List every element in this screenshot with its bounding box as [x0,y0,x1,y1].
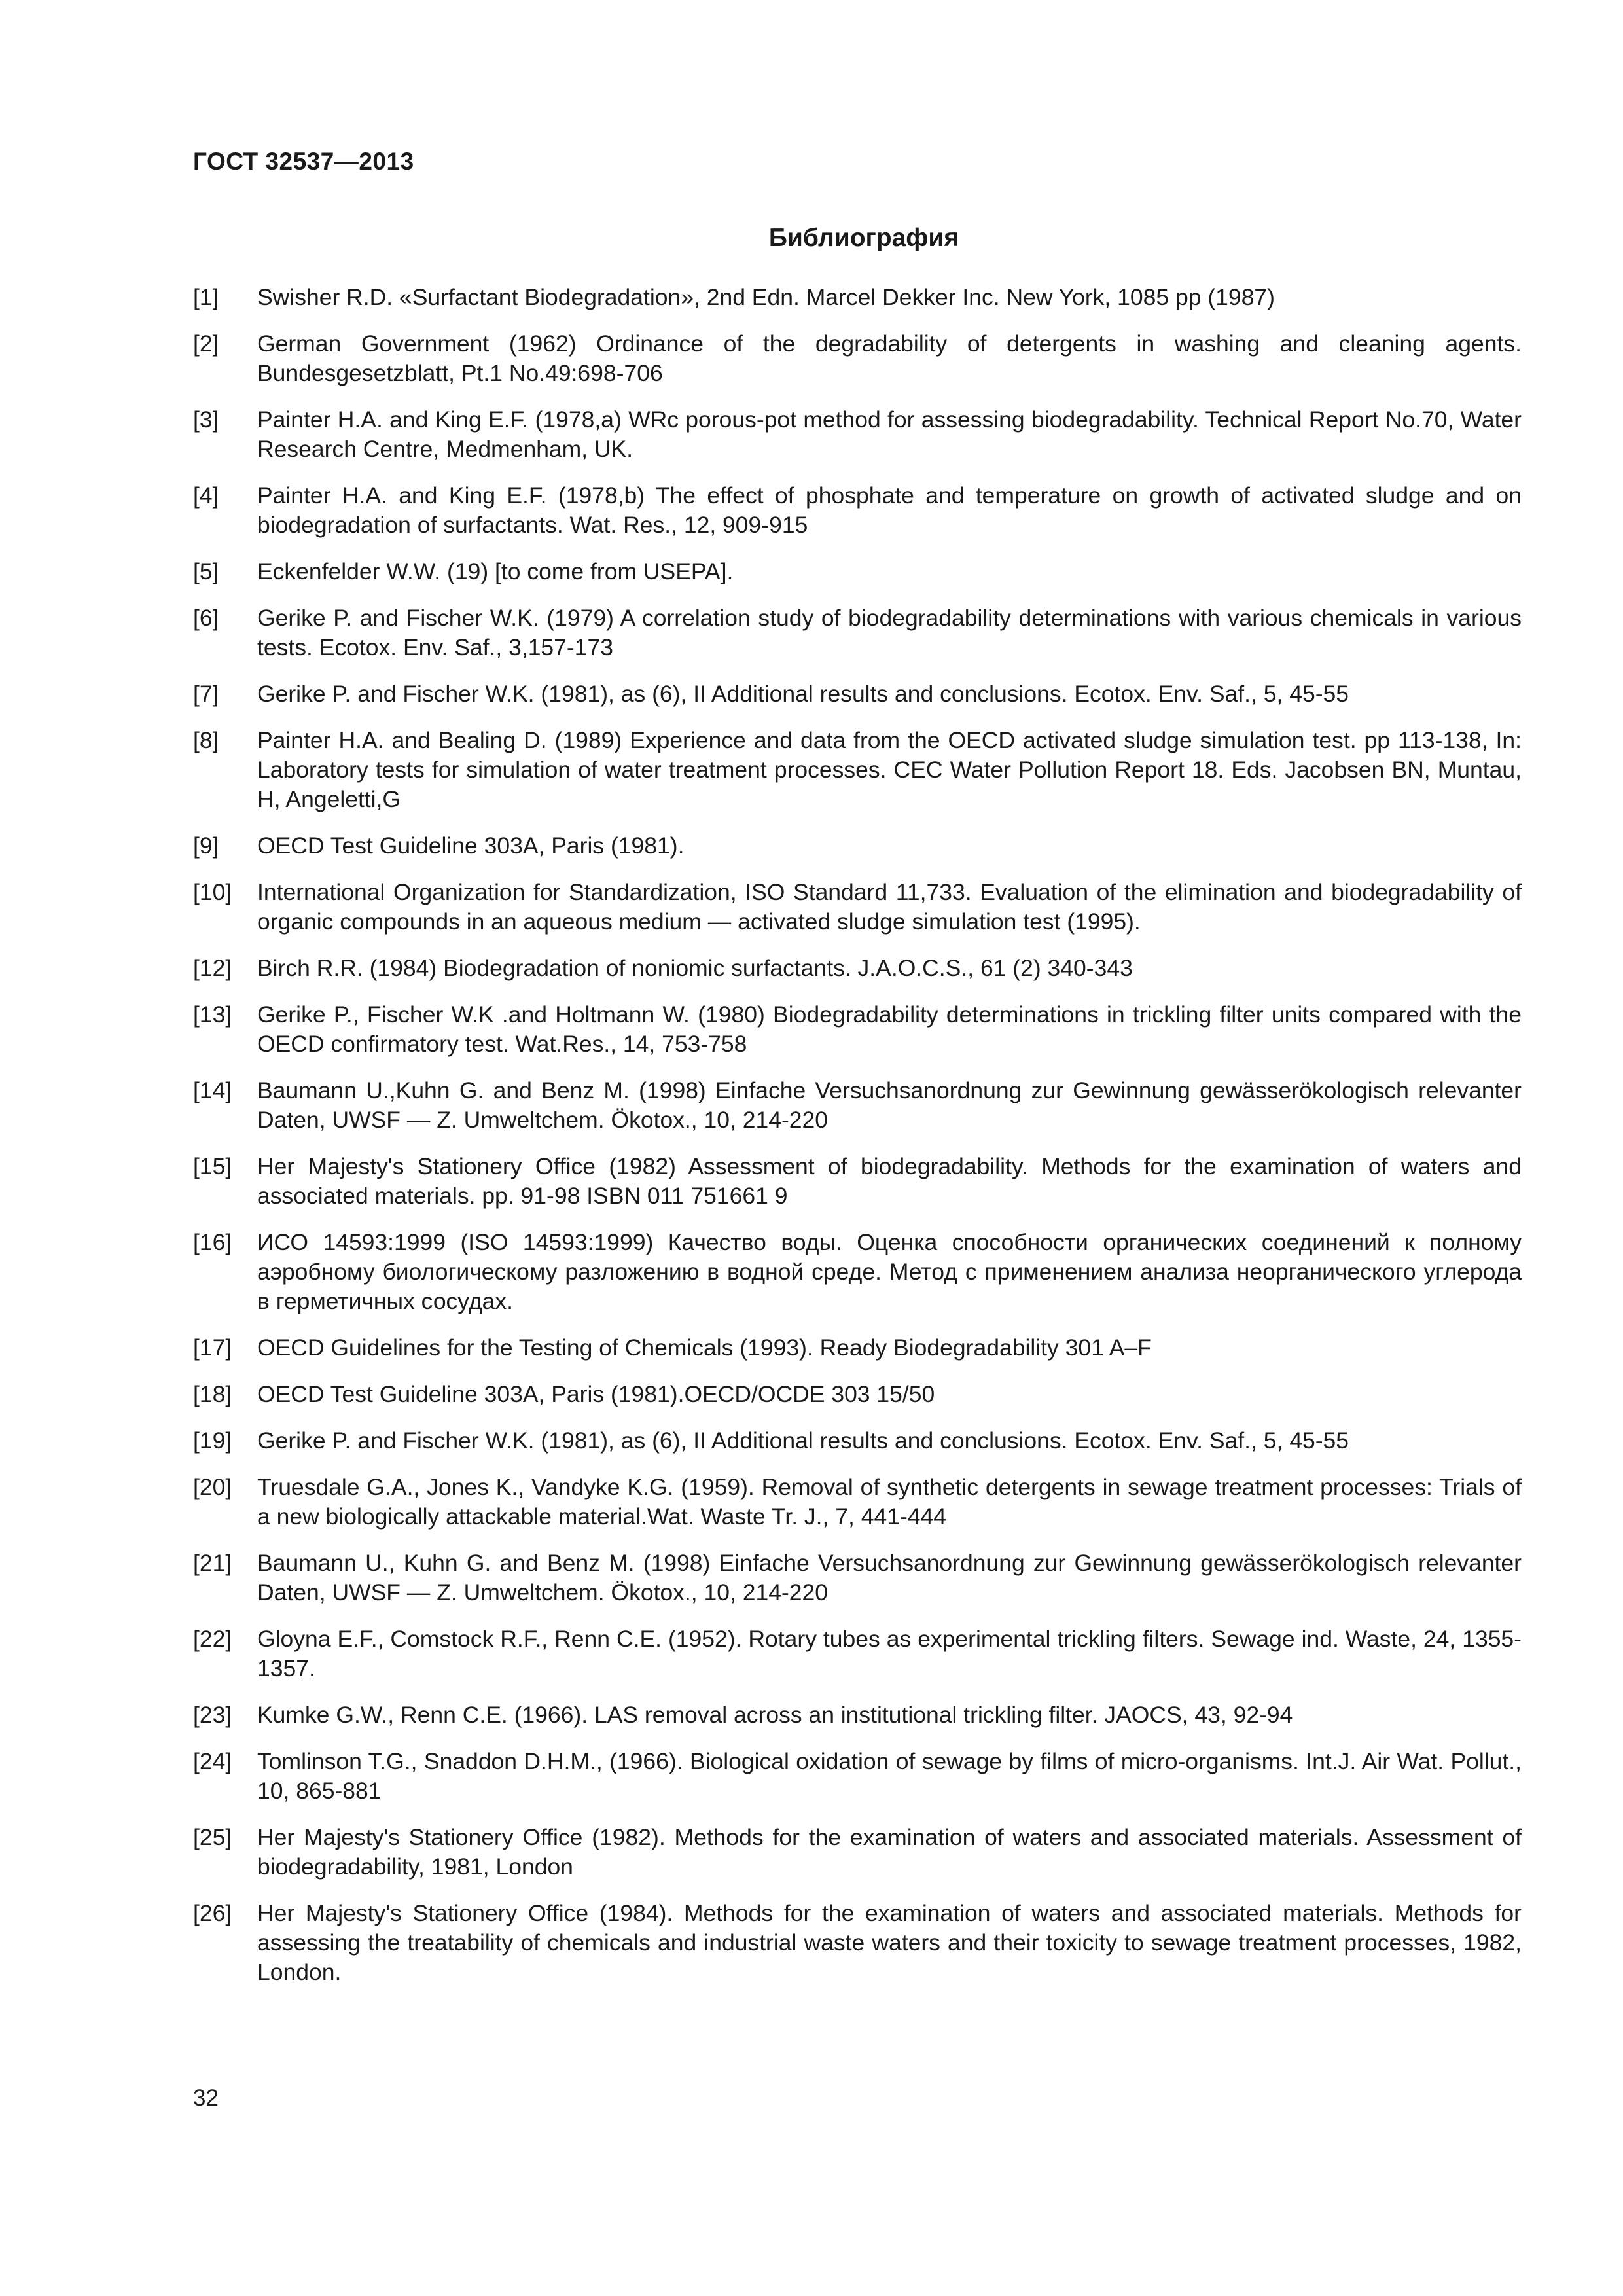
reference-item [193,878,1522,937]
reference-number: [26] [193,1900,232,1926]
reference-item [193,1747,1522,1806]
reference-text: Tomlinson T.G., Snaddon D.H.M., (1966). Biological oxidation of sewage by films of micro-organisms. Int.J. Air Wat. Pollut., 10, 865-881 [257,1748,1522,1804]
reference-text: Gerike P. and Fischer W.K. (1979) A correlation study of biodegradability determinations with various chemicals in various tests. Ecotox. Env. Saf., 3,157-173 [257,605,1522,660]
reference-number: [15] [193,1153,232,1179]
reference-item [193,831,1522,861]
reference-number: [10] [193,879,232,905]
reference-number: [6] [193,605,219,631]
reference-text: Birch R.R. (1984) Biodegradation of noniomic surfactants. J.A.O.C.S., 61 (2) 340-343 [257,955,1133,981]
reference-item [193,1152,1522,1211]
reference-item [193,1549,1522,1607]
reference-number: [1] [193,284,219,310]
reference-text: Gerike P., Fischer W.K .and Holtmann W. (1980) Biodegradability determinations in trickling filter units compared with the OECD confirmatory test. Wat.Res., 14, 753-758 [257,1001,1522,1057]
bibliography-title: Библиография [768,224,959,252]
reference-text: Kumke G.W., Renn C.E. (1966). LAS removal across an institutional trickling filter. JAOCS, 43, 92-94 [257,1702,1293,1728]
reference-item [193,1700,1522,1730]
reference-number: [20] [193,1474,232,1500]
reference-number: [8] [193,727,219,753]
reference-item [193,603,1522,662]
reference-number: [16] [193,1229,232,1255]
reference-text: Her Majesty's Stationery Office (1984). Methods for the examination of waters and associated materials. Methods for assessing the treatability of chemicals and industrial waste waters and their toxicity to sewage treatment processes, 1982, London. [257,1900,1522,1985]
reference-number: [14] [193,1077,232,1103]
reference-text: OECD Test Guideline 303A, Paris (1981). [257,833,685,859]
reference-text: OECD Guidelines for the Testing of Chemicals (1993). Ready Biodegradability 301 A–F [257,1335,1152,1361]
reference-text: Painter H.A. and King E.F. (1978,b) The effect of phosphate and temperature on growth of activated sludge and on biodegradation of surfactants. Wat. Res., 12, 909-915 [257,482,1522,538]
reference-text: Baumann U., Kuhn G. and Benz M. (1998) Einfache Versuchsanordnung zur Gewinnung gewässerökologisch relevanter Daten, UWSF — Z. Umweltchem. Ökotox., 10, 214-220 [257,1550,1522,1605]
page-number: 32 [193,2085,219,2111]
reference-number: [24] [193,1748,232,1774]
reference-number: [9] [193,833,219,859]
reference-text: Baumann U.,Kuhn G. and Benz M. (1998) Einfache Versuchsanordnung zur Gewinnung gewässerökologisch relevanter Daten, UWSF — Z. Umweltchem. Ökotox., 10, 214-220 [257,1077,1522,1133]
reference-item [193,1000,1522,1059]
reference-number: [19] [193,1427,232,1454]
reference-number: [22] [193,1626,232,1652]
reference-number: [4] [193,482,219,509]
reference-text: International Organization for Standardization, ISO Standard 11,733. Evaluation of the elimination and biodegradability of organic compounds in an aqueous medium — activated sludge simulation test (1995). [257,879,1522,935]
reference-item [193,954,1522,983]
reference-text: German Government (1962) Ordinance of the degradability of detergents in washing and cleaning agents. Bundesgesetzblatt, Pt.1 No.49:698-706 [257,331,1522,386]
reference-number: [17] [193,1335,232,1361]
reference-text: OECD Test Guideline 303A, Paris (1981).OECD/OCDE 303 15/50 [257,1381,935,1407]
reference-number: [3] [193,406,219,433]
reference-item [193,1333,1522,1363]
reference-item [193,557,1522,586]
reference-item [193,1076,1522,1135]
reference-number: [18] [193,1381,232,1407]
reference-item [193,679,1522,709]
reference-item [193,329,1522,388]
reference-item [193,1899,1522,1987]
reference-number: [7] [193,681,219,707]
reference-text: Truesdale G.A., Jones K., Vandyke K.G. (1959). Removal of synthetic detergents in sewage treatment processes: Trials of a new biologically attackable material.Wat. Waste Tr. J., 7, 441-444 [257,1474,1522,1530]
reference-item [193,1624,1522,1683]
reference-number: [5] [193,558,219,584]
reference-text: Gerike P. and Fischer W.K. (1981), as (6), II Additional results and conclusions. Ecotox. Env. Saf., 5, 45-55 [257,1427,1349,1454]
reference-text: Swisher R.D. «Surfactant Biodegradation», 2nd Edn. Marcel Dekker Inc. New York, 1085 pp (1987) [257,284,1275,310]
reference-text: Her Majesty's Stationery Office (1982) Assessment of biodegradability. Methods for the examination of waters and associated materials. pp. 91-98 ISBN 011 751661 9 [257,1153,1522,1209]
reference-text: Her Majesty's Stationery Office (1982). Methods for the examination of waters and associated materials. Assessment of biodegradability, 1981, London [257,1824,1522,1880]
reference-number: [25] [193,1824,232,1850]
reference-item [193,283,1522,312]
reference-item [193,1426,1522,1456]
reference-item [193,1823,1522,1882]
reference-text: ИСО 14593:1999 (ISO 14593:1999) Качество воды. Оценка способности органических соединений к полному аэробному биологическому разложению в водной среде. Метод с применением анализа неорганического углерода в герметичных сосудах. [257,1229,1522,1314]
document-code-header: ГОСТ 32537—2013 [193,148,414,175]
reference-text: Painter H.A. and Bealing D. (1989) Experience and data from the OECD activated sludge simulation test. pp 113-138, In: Laboratory tests for simulation of water treatment processes. CEC Water Pollution Report 18. Eds. Jacobsen BN, Muntau, H, Angeletti,G [257,727,1522,812]
reference-text: Gerike P. and Fischer W.K. (1981), as (6), II Additional results and conclusions. Ecotox. Env. Saf., 5, 45-55 [257,681,1349,707]
reference-number: [21] [193,1550,232,1576]
reference-item [193,1380,1522,1409]
reference-number: [2] [193,331,219,357]
reference-text: Painter H.A. and King E.F. (1978,a) WRc porous-pot method for assessing biodegradability. Technical Report No.70, Water Research Centre, Medmenham, UK. [257,406,1522,462]
reference-number: [12] [193,955,232,981]
reference-text: Gloyna E.F., Comstock R.F., Renn C.E. (1952). Rotary tubes as experimental trickling filters. Sewage ind. Waste, 24, 1355-1357. [257,1626,1522,1681]
reference-item [193,1228,1522,1316]
reference-number: [13] [193,1001,232,1028]
reference-item [193,481,1522,540]
reference-list [193,283,1522,2004]
reference-item [193,726,1522,814]
reference-item [193,1473,1522,1532]
reference-text: Eckenfelder W.W. (19) [to come from USEPA]. [257,558,734,584]
reference-item [193,405,1522,464]
reference-number: [23] [193,1702,232,1728]
